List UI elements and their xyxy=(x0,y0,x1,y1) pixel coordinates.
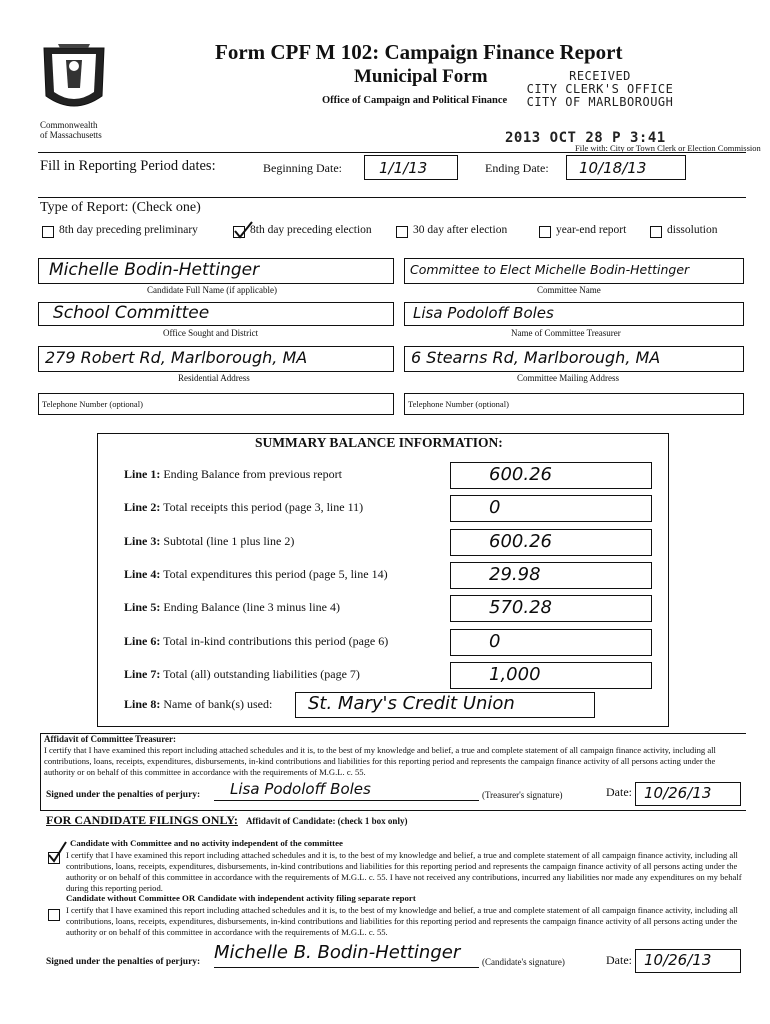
summary-line-label: Line 1: Ending Balance from previous report xyxy=(124,467,342,481)
summary-line-label: Line 5: Ending Balance (line 3 minus line 4) xyxy=(124,600,340,614)
treasurer-name-caption: Name of Committee Treasurer xyxy=(511,328,621,338)
bank-label: Line 8: Name of bank(s) used: xyxy=(124,697,273,711)
summary-line-value-field[interactable]: 0 xyxy=(450,495,652,522)
treasurer-name-field[interactable]: Lisa Podoloff Boles xyxy=(404,302,744,326)
divider xyxy=(38,197,746,198)
bank-field[interactable]: St. Mary's Credit Union xyxy=(295,692,595,718)
file-with-note: File with: City or Town Clerk or Election Commission xyxy=(575,143,761,153)
candidate-signature[interactable]: Michelle B. Bodin-Hettinger xyxy=(214,942,461,963)
option1-title: Candidate with Committee and no activity independent of the committee xyxy=(70,838,343,848)
summary-line-value-field[interactable]: 29.98 xyxy=(450,562,652,589)
report-type-checkbox[interactable] xyxy=(42,226,54,238)
form-subtitle: Municipal Form xyxy=(354,66,488,87)
option2-title: Candidate without Committee OR Candidate with independent activity filing separate report xyxy=(66,893,416,903)
residential-address-caption: Residential Address xyxy=(178,373,250,383)
summary-line-value-field[interactable]: 1,000 xyxy=(450,662,652,689)
treasurer-signature[interactable]: Lisa Podoloff Boles xyxy=(230,780,371,798)
beginning-date-label: Beginning Date: xyxy=(263,161,342,175)
report-type-checkbox[interactable] xyxy=(396,226,408,238)
treasurer-affidavit-heading: Affidavit of Committee Treasurer: xyxy=(44,734,177,744)
candidate-name-caption: Candidate Full Name (if applicable) xyxy=(147,285,277,295)
mailing-address-caption: Committee Mailing Address xyxy=(517,373,619,383)
summary-heading: SUMMARY BALANCE INFORMATION: xyxy=(255,435,503,450)
ending-date-field[interactable]: 10/18/13 xyxy=(566,155,686,180)
report-type-checkbox[interactable] xyxy=(650,226,662,238)
summary-line-value-field[interactable]: 0 xyxy=(450,629,652,656)
report-type-option-label: 8th day preceding election xyxy=(250,224,372,236)
candidate-signature-line xyxy=(214,967,479,968)
report-type-option-label: dissolution xyxy=(667,224,718,236)
summary-line-label: Line 7: Total (all) outstanding liabilities (page 7) xyxy=(124,667,360,681)
seal-caption: Commonwealth of Massachusetts xyxy=(40,120,102,140)
mailing-address-field[interactable]: 6 Stearns Rd, Marlborough, MA xyxy=(404,346,744,372)
candidate-signed-label: Signed under the penalties of perjury: xyxy=(46,957,201,967)
committee-name-caption: Committee Name xyxy=(537,285,601,295)
candidate-date-field[interactable]: 10/26/13 xyxy=(635,949,741,973)
ending-date-label: Ending Date: xyxy=(485,161,549,175)
residential-address-field[interactable]: 279 Robert Rd, Marlborough, MA xyxy=(38,346,394,372)
summary-line-value-field[interactable]: 600.26 xyxy=(450,462,652,489)
report-type-checkbox[interactable] xyxy=(539,226,551,238)
committee-telephone-field[interactable]: Telephone Number (optional) xyxy=(404,393,744,415)
beginning-date-field[interactable]: 1/1/13 xyxy=(364,155,458,180)
candidate-signature-caption: (Candidate's signature) xyxy=(482,957,565,967)
summary-line-label: Line 3: Subtotal (line 1 plus line 2) xyxy=(124,534,295,548)
candidate-without-committee-checkbox[interactable] xyxy=(48,909,60,921)
report-type-option-label: 8th day preceding preliminary xyxy=(59,224,198,236)
summary-line-label: Line 4: Total expenditures this period (page 5, line 14) xyxy=(124,567,388,581)
report-type-label: Type of Report: (Check one) xyxy=(40,200,201,215)
period-label: Fill in Reporting Period dates: xyxy=(40,158,216,174)
option2-text: I certify that I have examined this report including attached schedules and it is, to the best of my knowledge and belief, a true and complete statement of all campaign finance activity, including all contributions, loans, receipts, expenditures, disbursements, in-kind contributions and liabilities for this reporting period and represents the campaign finance activity of all persons acting under the authority or on behalf of this committee in accordance with the requirements of M.G.L. c. 55. xyxy=(66,905,738,937)
report-type-option-label: year-end report xyxy=(556,224,627,236)
summary-line-value-field[interactable]: 600.26 xyxy=(450,529,652,556)
candidate-date-label: Date: xyxy=(606,953,632,967)
summary-line-label: Line 6: Total in-kind contributions this period (page 6) xyxy=(124,634,389,648)
candidate-name-field[interactable]: Michelle Bodin-Hettinger xyxy=(38,258,394,284)
treasurer-signature-caption: (Treasurer's signature) xyxy=(482,790,563,800)
option1-text: I certify that I have examined this report including attached schedules and it is, to the best of my knowledge and belief, a true and complete statement of all campaign finance activity, including all contributions, loans, receipts, expenditures, disbursements, in-kind contributions and liabilities for this reporting period and represents the campaign finance activity of all persons acting under the authority or on behalf of this committee in accordance with the requirements of M.G.L. c. 55. I have not received any contributions, incurred any liabilities nor made any expenditures on my behalf during this reporting period. xyxy=(66,850,742,893)
treasurer-date-field[interactable]: 10/26/13 xyxy=(635,782,741,806)
form-title: Form CPF M 102: Campaign Finance Report xyxy=(215,40,623,64)
treasurer-date-label: Date: xyxy=(606,785,632,799)
treasurer-affidavit-text: I certify that I have examined this report including attached schedules and it is, to the best of my knowledge and belief, a true and complete statement of all campaign finance activity, including all contributions, loans, receipts, expenditures, disbursements, in-kind contributions and liabilities for this reporting period and represents the campaign finance activity of all persons acting under the authority or on behalf of this committee in accordance with the requirements of M.G.L. c. 55. xyxy=(44,745,716,777)
received-stamp: RECEIVED CITY CLERK'S OFFICE CITY OF MARLBOROUGH xyxy=(526,69,674,109)
candidate-filings-heading: FOR CANDIDATE FILINGS ONLY: Affidavit of Candidate: (check 1 box only) xyxy=(46,813,408,827)
report-type-option-label: 30 day after election xyxy=(413,224,508,236)
office-sought-caption: Office Sought and District xyxy=(163,328,259,338)
committee-name-field[interactable]: Committee to Elect Michelle Bodin-Hettinger xyxy=(404,258,744,284)
massachusetts-seal xyxy=(40,38,108,118)
office-sought-field[interactable]: School Committee xyxy=(38,302,394,326)
stamp-date: 2013 OCT 28 P 3:41 xyxy=(505,130,666,146)
summary-line-value-field[interactable]: 570.28 xyxy=(450,595,652,622)
telephone-field[interactable]: Telephone Number (optional) xyxy=(38,393,394,415)
summary-line-label: Line 2: Total receipts this period (page 3, line 11) xyxy=(124,500,364,514)
treasurer-signature-line xyxy=(214,800,479,801)
office-name: Office of Campaign and Political Finance xyxy=(322,95,508,106)
treasurer-signed-label: Signed under the penalties of perjury: xyxy=(46,790,201,800)
